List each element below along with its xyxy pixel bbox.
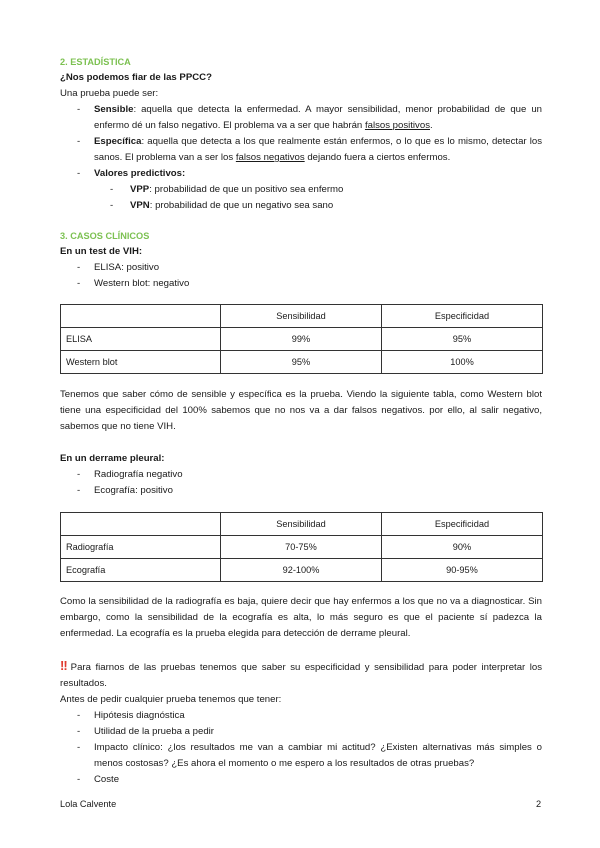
list-item: - Western blot: negativo bbox=[60, 276, 542, 292]
table-cell bbox=[61, 513, 221, 536]
table-cell: 95% bbox=[382, 328, 543, 351]
list-item: - Utilidad de la prueba a pedir bbox=[60, 724, 542, 740]
document-page bbox=[60, 54, 542, 788]
table-cell: 99% bbox=[221, 328, 382, 351]
case2-list bbox=[60, 467, 542, 499]
table-cell bbox=[61, 305, 221, 328]
table-cell: 90% bbox=[382, 536, 543, 559]
list-item: - Específica: aquella que detecta a los que realmente están enfermos, o lo que es lo mismo, detectar los sanos. El problema van a ser los falsos negativos dejando fuera a ciertos enfermos. bbox=[60, 134, 542, 166]
list-item: - Sensible: aquella que detecta la enfermedad. A mayor sensibilidad, menor probabilidad de que un enfermo dé un falso negativo. El problema va a ser que habrán falsos positivos. bbox=[60, 102, 542, 134]
section-title-estadistica: 2. ESTADÍSTICA bbox=[60, 57, 131, 67]
case1-list bbox=[60, 260, 542, 292]
table-cell: 92-100% bbox=[221, 559, 382, 582]
question-heading: ¿Nos podemos fiar de las PPCC? bbox=[60, 72, 212, 83]
list-item: - Ecografía: positivo bbox=[60, 483, 542, 499]
list-item: - VPN: probabilidad de que un negativo sea sano bbox=[60, 198, 542, 214]
case2-paragraph: Como la sensibilidad de la radiografía es baja, quiere decir que hay enfermos a los que no va a diagnosticar. Sin embargo, como la sensibilidad de la ecografía es alta, lo más seguro es que el paciente sí padezca la enfermedad. La ecografía es la prueba elegida para detección de derrame pleural. bbox=[60, 596, 542, 639]
section-title-casos: 3. CASOS CLÍNICOS bbox=[60, 231, 150, 241]
list-item: - Impacto clínico: ¿los resultados me van a cambiar mi actitud? ¿Existen alternativas más simples o menos costosas? ¿Es ahora el momento o me espero a los resultados de otras pruebas? bbox=[60, 740, 542, 772]
table-cell: Radiografía bbox=[61, 536, 221, 559]
case1-heading: En un test de VIH: bbox=[60, 246, 143, 257]
footer-author: Lola Calvente bbox=[60, 799, 117, 809]
requirements-list bbox=[60, 708, 542, 788]
double-exclamation-icon: !! bbox=[60, 658, 67, 673]
list-item: - Coste bbox=[60, 772, 542, 788]
list-item: - VPP: probabilidad de que un positivo sea enfermo bbox=[60, 182, 542, 198]
predictive-values-list bbox=[60, 182, 542, 214]
table-cell: 95% bbox=[221, 351, 382, 374]
table-cell: Western blot bbox=[61, 351, 221, 374]
table-row bbox=[61, 536, 543, 559]
intro-text: Una prueba puede ser: bbox=[60, 88, 159, 99]
case2-heading: En un derrame pleural: bbox=[60, 453, 165, 464]
list-item: - Hipótesis diagnóstica bbox=[60, 708, 542, 724]
page-number: 2 bbox=[536, 799, 542, 809]
table-row bbox=[61, 559, 543, 582]
list-item: - ELISA: positivo bbox=[60, 260, 542, 276]
pleural-table bbox=[60, 512, 543, 582]
table-cell: Especificidad bbox=[382, 305, 543, 328]
vih-table bbox=[60, 304, 543, 374]
table-cell: 70-75% bbox=[221, 536, 382, 559]
table-header-row bbox=[61, 513, 543, 536]
table-header-row bbox=[61, 305, 543, 328]
table-cell: 100% bbox=[382, 351, 543, 374]
table-row bbox=[61, 351, 543, 374]
table-cell: Sensibilidad bbox=[221, 513, 382, 536]
table-cell: ELISA bbox=[61, 328, 221, 351]
table-cell: Sensibilidad bbox=[221, 305, 382, 328]
table-row bbox=[61, 328, 543, 351]
table-cell: Ecografía bbox=[61, 559, 221, 582]
table-cell: Especificidad bbox=[382, 513, 543, 536]
test-types-list bbox=[60, 102, 542, 182]
before-text: Antes de pedir cualquier prueba tenemos que tener: bbox=[60, 694, 282, 705]
table-cell: 90-95% bbox=[382, 559, 543, 582]
list-item: - Valores predictivos: bbox=[60, 166, 542, 182]
list-item: - Radiografía negativo bbox=[60, 467, 542, 483]
warning-paragraph: !! Para fiarnos de las pruebas tenemos que saber su especificidad y sensibilidad para poder interpretar los resultados. bbox=[60, 658, 542, 689]
case1-paragraph: Tenemos que saber cómo de sensible y específica es la prueba. Viendo la siguiente tabla, como Western blot tiene una especificidad del 100% sabemos que no nos va a dar falsos negativos. por ello, al salir negativo, sabemos que no tiene VIH. bbox=[60, 389, 542, 432]
